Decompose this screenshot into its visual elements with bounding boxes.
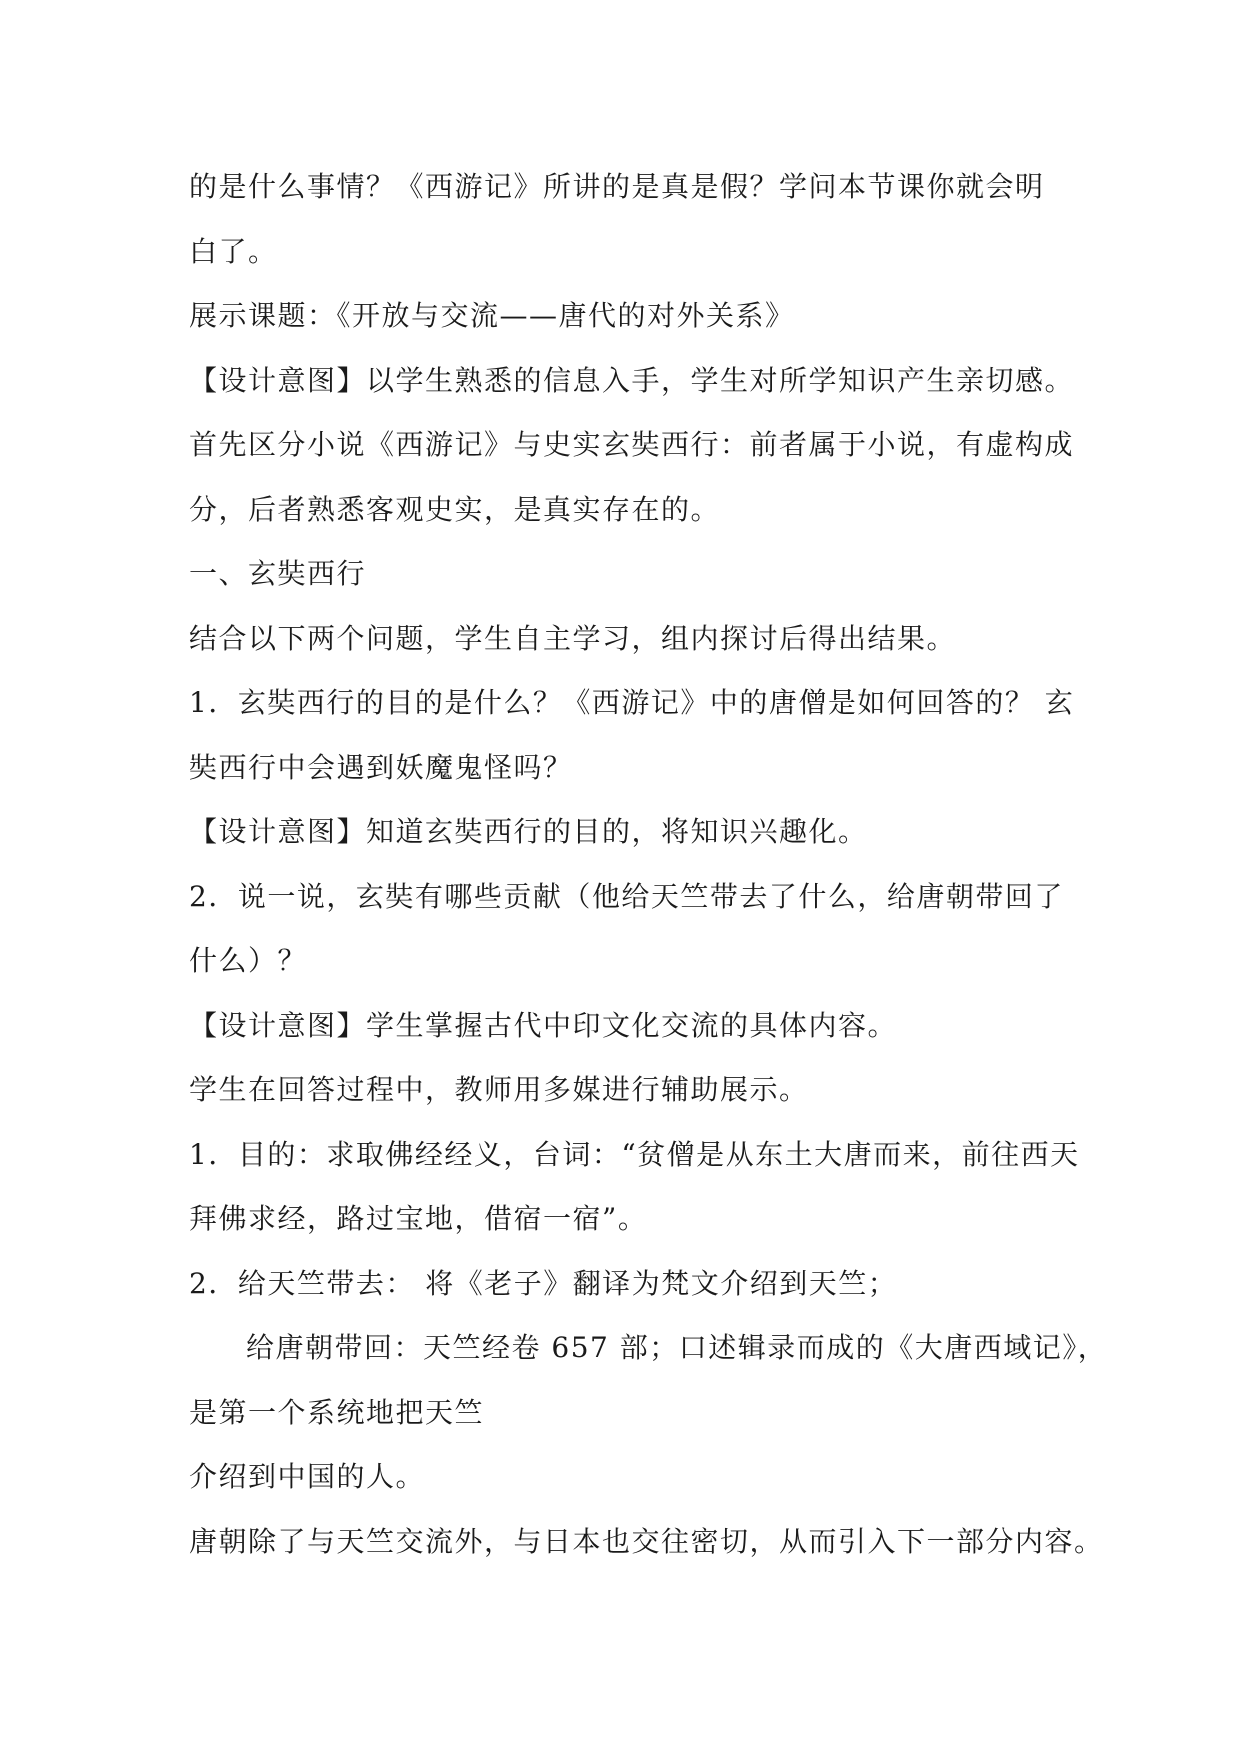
answer-line: 1．目的：求取佛经经义，台词：“贫僧是从东土大唐而来，前往西天 [189, 1137, 1080, 1171]
question-line: 2．说一说，玄奘有哪些贡献（他给天竺带去了什么，给唐朝带回了 [189, 879, 1064, 913]
answer-line: 2．给天竺带去： 将《老子》翻译为梵文介绍到天竺； [189, 1266, 898, 1300]
paragraph-line: 学生在回答过程中，教师用多媒进行辅助展示。 [189, 1073, 809, 1106]
answer-line: 拜佛求经，路过宝地，借宿一宿”。 [189, 1202, 648, 1235]
design-intent-line: 【设计意图】知道玄奘西行的目的，将知识兴趣化。 [189, 815, 868, 848]
paragraph-line: 白了。 [189, 234, 278, 268]
answer-line: 给唐朝带回：天竺经卷 657 部；口述辑录而成的《大唐西域记》， [246, 1331, 1108, 1364]
paragraph-line: 分，后者熟悉客观史实，是真实存在的。 [189, 492, 721, 526]
lesson-title-line: 展示课题：《开放与交流——唐代的对外关系》 [189, 299, 795, 332]
section-heading: 一、玄奘西行 [189, 557, 367, 590]
paragraph-line: 的是什么事情？《西游记》所讲的是真是假？学问本节课你就会明 [189, 170, 1045, 203]
paragraph-line: 唐朝除了与天竺交流外，与日本也交往密切，从而引入下一部分内容。 [189, 1524, 1104, 1558]
answer-line: 介绍到中国的人。 [189, 1460, 426, 1493]
question-line: 1．玄奘西行的目的是什么？《西游记》中的唐僧是如何回答的？ 玄 [189, 686, 1075, 719]
design-intent-line: 【设计意图】以学生熟悉的信息入手，学生对所学知识产生亲切感。 [189, 363, 1075, 397]
document-body [189, 155, 1108, 1574]
question-line: 什么）？ [189, 944, 308, 977]
paragraph-line: 结合以下两个问题，学生自主学习，组内探讨后得出结果。 [189, 621, 957, 655]
paragraph-line: 首先区分小说《西游记》与史实玄奘西行：前者属于小说，有虚构成 [189, 428, 1075, 461]
design-intent-line: 【设计意图】学生掌握古代中印文化交流的具体内容。 [189, 1008, 898, 1042]
answer-line: 是第一个系统地把天竺 [189, 1395, 485, 1429]
question-line: 奘西行中会遇到妖魔鬼怪吗？ [189, 750, 573, 784]
